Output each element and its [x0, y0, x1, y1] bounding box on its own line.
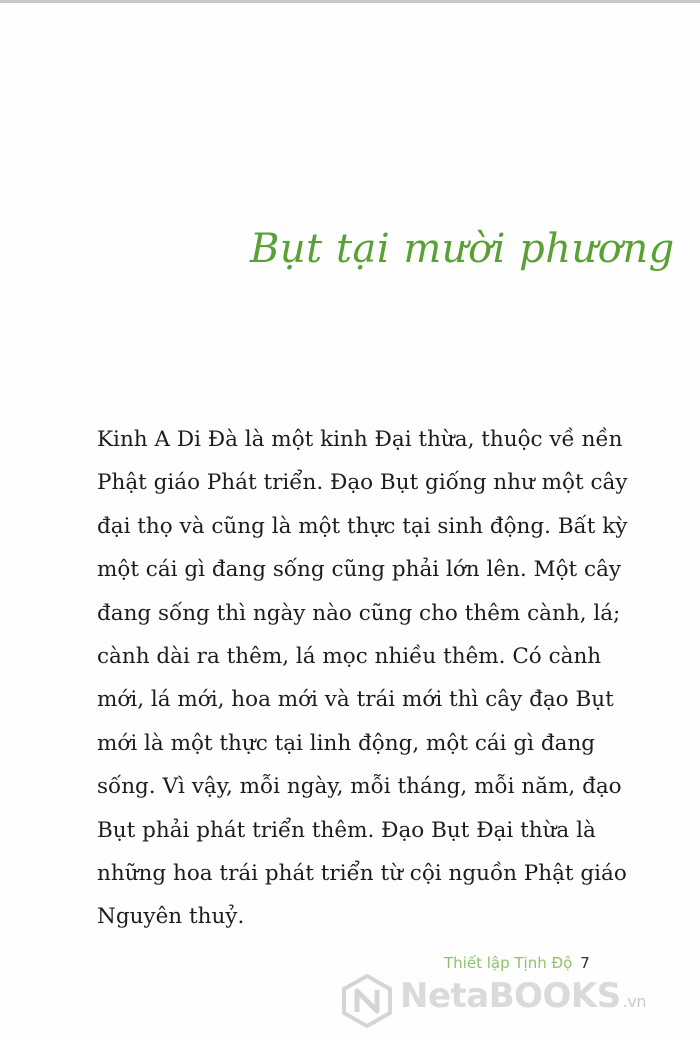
- watermark-brand-name: NetaBOOKS: [400, 976, 621, 1016]
- chapter-title: Bụt tại mười phương: [250, 226, 675, 272]
- page-top-edge: [0, 0, 700, 3]
- paragraph-line: Bụt phải phát triển thêm. Đạo Bụt Đại thừa là: [97, 817, 596, 843]
- paragraph-line: Phật giáo Phát triển. Đạo Bụt giống như một cây: [97, 470, 628, 496]
- paragraph-line: đang sống thì ngày nào cũng cho thêm cành, lá;: [97, 600, 621, 626]
- paragraph-line: Nguyên thuỷ.: [97, 904, 245, 930]
- body-paragraph: [97, 418, 628, 939]
- page-number: 7: [580, 954, 590, 972]
- watermark: [340, 970, 695, 1030]
- paragraph-line: cành dài ra thêm, lá mọc nhiều thêm. Có cành: [97, 643, 602, 669]
- paragraph-line: một cái gì đang sống cũng phải lớn lên. Một cây: [97, 557, 622, 583]
- netabooks-logo-icon: [340, 974, 394, 1028]
- paragraph-line: đại thọ và cũng là một thực tại sinh động. Bất kỳ: [97, 513, 628, 539]
- watermark-brand: [400, 976, 646, 1016]
- watermark-brand-suffix: .vn: [622, 992, 646, 1011]
- paragraph-line: những hoa trái phát triển từ cội nguồn Phật giáo: [97, 860, 627, 886]
- paragraph-line: mới là một thực tại linh động, một cái gì đang: [97, 730, 596, 756]
- paragraph-line: Kinh A Di Đà là một kinh Đại thừa, thuộc về nền: [97, 427, 623, 452]
- paragraph-line: sống. Vì vậy, mỗi ngày, mỗi tháng, mỗi năm, đạo: [97, 774, 622, 800]
- paragraph-line: mới, lá mới, hoa mới và trái mới thì cây đạo Bụt: [97, 687, 614, 713]
- footer-book-title: Thiết lập Tịnh Độ: [444, 954, 573, 972]
